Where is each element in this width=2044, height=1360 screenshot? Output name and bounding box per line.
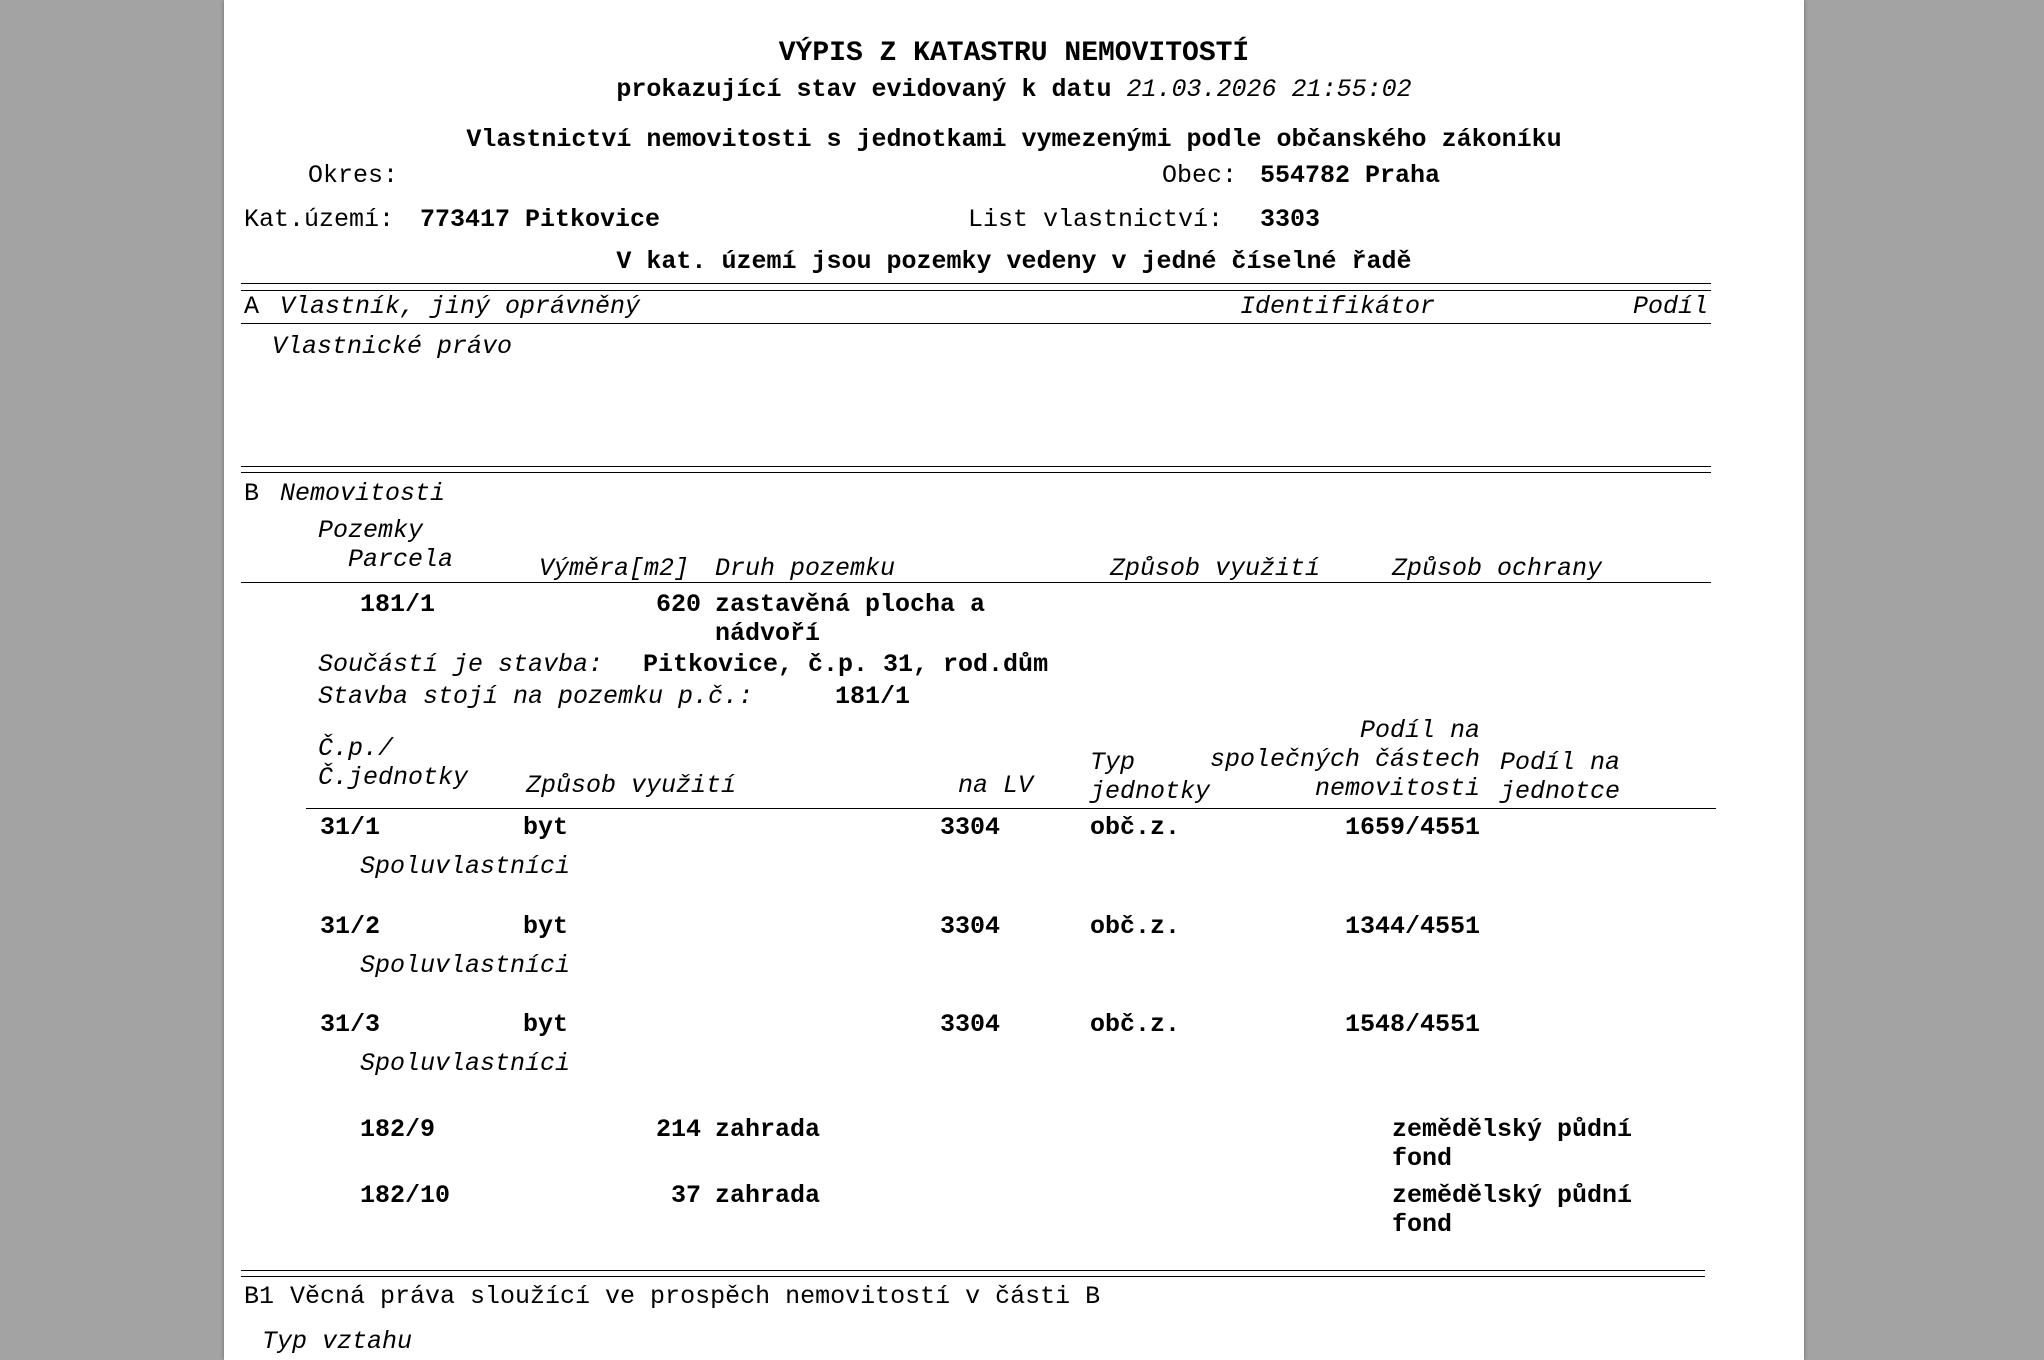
stands-on-value: 181/1: [835, 682, 911, 711]
unit-co-owners: Spoluvlastníci: [360, 1049, 571, 1078]
unit-header-podil-sc: Podíl na: [1359, 716, 1480, 745]
stands-on-label: Stavba stojí na pozemku p.č.:: [318, 682, 754, 711]
section-b-letter: B: [244, 479, 260, 508]
parcel-area: 214: [655, 1115, 701, 1144]
unit-header-podil-j: Podíl na: [1500, 748, 1621, 777]
parcel-number: 182/10: [360, 1181, 451, 1210]
section-a-letter: A: [244, 292, 260, 321]
unit-header-podil-sc: společných částech: [1209, 745, 1480, 774]
lv-value: 3303: [1260, 205, 1321, 234]
parcel-protection: fond: [1392, 1210, 1453, 1239]
divider: [241, 472, 1711, 473]
header-vymera: Výměra[m2]: [539, 554, 690, 583]
divider: [241, 1270, 1705, 1271]
unit-type: obč.z.: [1090, 912, 1181, 941]
section-a-title: Vlastník, jiný oprávněný: [280, 292, 641, 321]
unit-lv: 3304: [939, 1010, 1000, 1039]
parcel-protection: zemědělský půdní: [1392, 1115, 1633, 1144]
obec-label: Obec:: [1162, 161, 1238, 190]
unit-header-lv: na LV: [958, 771, 1034, 800]
parcel-type: zahrada: [715, 1181, 821, 1210]
lv-label: List vlastnictví:: [968, 205, 1224, 234]
parcel-type: nádvoří: [715, 619, 821, 648]
header-vyuziti: Způsob využití: [1110, 554, 1321, 583]
ownership-right-label: Vlastnické právo: [272, 332, 513, 361]
unit-co-owners: Spoluvlastníci: [360, 951, 571, 980]
unit-co-owners: Spoluvlastníci: [360, 852, 571, 881]
parcel-area: 620: [655, 590, 701, 619]
section-b-title: Nemovitosti: [280, 479, 446, 508]
unit-type: obč.z.: [1090, 813, 1181, 842]
divider: [241, 283, 1711, 284]
divider: [241, 582, 1711, 583]
okres-label: Okres:: [308, 161, 399, 190]
unit-header-typ: Typ: [1090, 748, 1136, 777]
parcel-number: 182/9: [360, 1115, 436, 1144]
building-value: Pitkovice, č.p. 31, rod.dům: [643, 650, 1049, 679]
obec-value: 554782 Praha: [1260, 161, 1441, 190]
divider: [241, 1276, 1705, 1277]
parcel-number: 181/1: [360, 590, 436, 619]
building-label: Součástí je stavba:: [318, 650, 604, 679]
section-b1-type-header: Typ vztahu: [262, 1327, 413, 1356]
section-a-identifier-header: Identifikátor: [1240, 292, 1436, 321]
subtitle-date: 21.03.2026 21:55:02: [1126, 75, 1412, 104]
header-druh: Druh pozemku: [715, 554, 896, 583]
parcel-area: 37: [670, 1181, 701, 1210]
subtitle-prefix: prokazující stav evidovaný k datu: [616, 75, 1112, 104]
parcel-type: zahrada: [715, 1115, 821, 1144]
numbering-note: V kat. území jsou pozemky vedeny v jedné číselné řadě: [616, 247, 1412, 276]
unit-share: 1548/4551: [1344, 1010, 1480, 1039]
document-title: VÝPIS Z KATASTRU NEMOVITOSTÍ: [778, 38, 1250, 69]
ownership-type: Vlastnictví nemovitosti s jednotkami vymezenými podle občanského zákoníku: [466, 125, 1562, 154]
unit-header-typ: jednotky: [1090, 777, 1211, 806]
kat-label: Kat.území:: [244, 205, 395, 234]
header-ochrana: Způsob ochrany: [1392, 554, 1603, 583]
unit-usage: byt: [523, 1010, 569, 1039]
section-b1-title: Věcná práva sloužící ve prospěch nemovitostí v části B: [290, 1282, 1101, 1311]
unit-header-podil-j: jednotce: [1500, 777, 1621, 806]
unit-header-podil-sc: nemovitosti: [1314, 774, 1480, 803]
unit-type: obč.z.: [1090, 1010, 1181, 1039]
unit-header-cp: Č.jednotky: [318, 763, 469, 792]
divider: [241, 290, 1711, 291]
section-b1-letter: B1: [244, 1282, 275, 1311]
header-parcela: Parcela: [348, 545, 454, 574]
divider: [306, 808, 1716, 809]
parcel-protection: fond: [1392, 1144, 1453, 1173]
unit-usage: byt: [523, 813, 569, 842]
document-page: [224, 0, 1804, 1360]
kat-value: 773417 Pitkovice: [420, 205, 661, 234]
parcel-protection: zemědělský půdní: [1392, 1181, 1633, 1210]
divider: [241, 323, 1711, 324]
divider: [241, 466, 1711, 467]
unit-usage: byt: [523, 912, 569, 941]
unit-share: 1659/4551: [1344, 813, 1480, 842]
unit-header-vyuziti: Způsob využití: [526, 771, 737, 800]
unit-lv: 3304: [939, 912, 1000, 941]
unit-header-cp: Č.p./: [318, 734, 394, 763]
unit-cp: 31/1: [320, 813, 381, 842]
section-a-share-header: Podíl: [1633, 292, 1709, 321]
unit-lv: 3304: [939, 813, 1000, 842]
document-subtitle: [224, 75, 1804, 104]
parcels-subheading: Pozemky: [318, 516, 424, 545]
unit-cp: 31/2: [320, 912, 381, 941]
parcel-type: zastavěná plocha a: [715, 590, 986, 619]
unit-share: 1344/4551: [1344, 912, 1480, 941]
unit-cp: 31/3: [320, 1010, 381, 1039]
